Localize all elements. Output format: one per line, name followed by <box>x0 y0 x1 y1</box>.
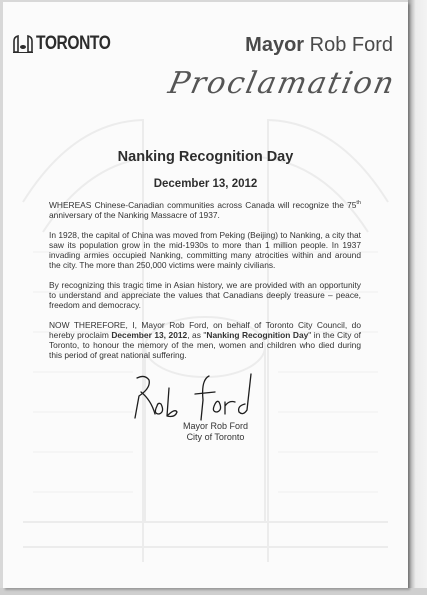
signatory <box>3 421 408 443</box>
paragraph-text: WHEREAS Chinese-Canadian communities across Canada will recognize the 75 <box>49 200 357 210</box>
toronto-logo <box>13 31 127 57</box>
paragraph-text: " in the City of Toronto, to honour the memory of the men, women and children who died during this period of great national suffering. <box>49 330 361 360</box>
paragraph-text: anniversary of the Nanking Massacre of 1937. <box>49 210 220 220</box>
paper-edge-bottom <box>0 588 427 595</box>
proclamation-date: December 13, 2012 <box>153 178 258 190</box>
mayor-name: Rob Ford <box>309 34 393 56</box>
ordinal-suffix: th <box>356 200 361 207</box>
proclamation-page <box>3 2 408 588</box>
proclaimed-date: December 13, 2012 <box>111 330 188 340</box>
signatory-title: City of Toronto <box>186 432 245 442</box>
paragraph-history: In 1928, the capital of China was moved from Peking (Beijing) to Nanking, a city that saw its population grow in the mid-1930s to more than 1 million people. In 1937 invading armies occupied Nanking, committing many atrocities within and around the city. The more than 250,000 victims were mainly civilians. <box>49 230 361 270</box>
paragraph-text: NOW THEREFORE, I, Mayor Rob Ford, on behalf of Toronto City Council, do hereby proclaim <box>49 320 361 340</box>
logo-text: TORONTO <box>36 33 111 54</box>
page-title: Nanking Recognition Day <box>117 149 294 165</box>
signatory-name: Mayor Rob Ford <box>182 421 249 431</box>
paragraph-recognition: By recognizing this tragic time in Asian history, we are provided with an opportunity to understand and appreciate the values that Canadians deeply treasure – peace, freedom and democracy. <box>49 280 361 310</box>
document-type-heading: Proclamation <box>165 66 399 101</box>
mayor-label: Mayor <box>245 34 305 56</box>
proclaimed-name: Nanking Recognition Day <box>206 330 309 340</box>
paragraph-whereas <box>49 200 361 220</box>
mayor-heading <box>245 34 393 57</box>
proclamation-body <box>49 200 361 370</box>
paragraph-text: , as " <box>187 330 207 340</box>
paper-edge-right <box>408 0 427 595</box>
handwritten-signature <box>131 370 261 422</box>
paragraph-proclaim <box>49 320 361 360</box>
city-hall-icon <box>13 35 33 53</box>
